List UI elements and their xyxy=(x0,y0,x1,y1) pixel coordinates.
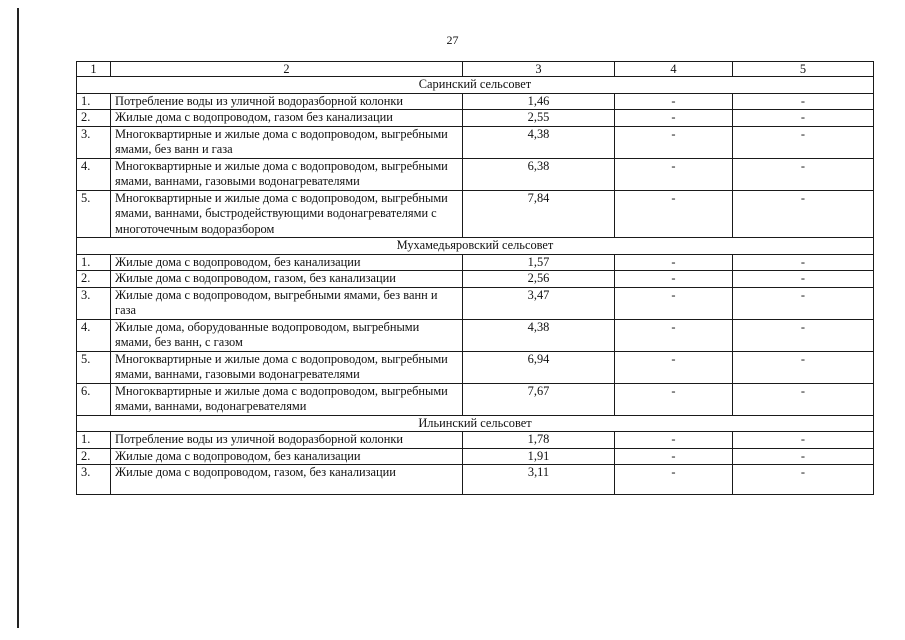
table-row xyxy=(77,448,874,465)
row-col5: - xyxy=(733,110,874,127)
row-number: 3. xyxy=(77,465,111,495)
row-col5: - xyxy=(733,287,874,319)
table-row xyxy=(77,190,874,238)
row-value: 4,38 xyxy=(463,126,615,158)
row-description: Жилые дома, оборудованные водопроводом, выгребными ямами, без ванн, с газом xyxy=(111,319,463,351)
row-col4: - xyxy=(615,287,733,319)
row-col5: - xyxy=(733,448,874,465)
column-header: 3 xyxy=(463,62,615,77)
row-value: 1,91 xyxy=(463,448,615,465)
row-value: 1,78 xyxy=(463,432,615,449)
table-row xyxy=(77,465,874,495)
row-description: Жилые дома с водопроводом, газом, без канализации xyxy=(111,465,463,495)
row-description: Многоквартирные и жилые дома с водопроводом, выгребными ямами, ваннами, газовыми водонагревателями xyxy=(111,351,463,383)
header-row xyxy=(77,62,874,77)
table-row xyxy=(77,383,874,415)
row-value: 6,38 xyxy=(463,158,615,190)
row-col4: - xyxy=(615,448,733,465)
row-value: 2,56 xyxy=(463,271,615,288)
row-col5: - xyxy=(733,465,874,495)
table-row xyxy=(77,93,874,110)
row-number: 3. xyxy=(77,287,111,319)
row-col5: - xyxy=(733,432,874,449)
row-col5: - xyxy=(733,351,874,383)
table-row xyxy=(77,287,874,319)
row-col4: - xyxy=(615,351,733,383)
row-value: 1,57 xyxy=(463,254,615,271)
row-number: 4. xyxy=(77,319,111,351)
column-header: 1 xyxy=(77,62,111,77)
row-number: 2. xyxy=(77,110,111,127)
section-title: Мухамедьяровский сельсовет xyxy=(77,238,874,255)
row-number: 2. xyxy=(77,448,111,465)
row-col4: - xyxy=(615,93,733,110)
row-col4: - xyxy=(615,110,733,127)
section-title: Саринский сельсовет xyxy=(77,77,874,94)
table-row xyxy=(77,110,874,127)
row-description: Жилые дома с водопроводом, выгребными ямами, без ванн и газа xyxy=(111,287,463,319)
row-description: Жилые дома с водопроводом, без канализации xyxy=(111,254,463,271)
section-title: Ильинский сельсовет xyxy=(77,415,874,432)
row-description: Жилые дома с водопроводом, газом без канализации xyxy=(111,110,463,127)
column-header: 4 xyxy=(615,62,733,77)
row-description: Многоквартирные и жилые дома с водопроводом, выгребными ямами, ваннами, водонагревателями xyxy=(111,383,463,415)
row-value: 3,47 xyxy=(463,287,615,319)
row-value: 2,55 xyxy=(463,110,615,127)
row-number: 5. xyxy=(77,190,111,238)
table-row xyxy=(77,158,874,190)
row-number: 3. xyxy=(77,126,111,158)
row-col4: - xyxy=(615,432,733,449)
section-row xyxy=(77,77,874,94)
row-number: 1. xyxy=(77,93,111,110)
section-row xyxy=(77,238,874,255)
row-col4: - xyxy=(615,126,733,158)
row-col5: - xyxy=(733,271,874,288)
row-value: 4,38 xyxy=(463,319,615,351)
row-description: Многоквартирные и жилые дома с водопроводом, выгребными ямами, ваннами, газовыми водонагревателями xyxy=(111,158,463,190)
table-row xyxy=(77,254,874,271)
row-col4: - xyxy=(615,271,733,288)
row-value: 7,84 xyxy=(463,190,615,238)
tariff-table xyxy=(76,61,874,495)
table-row xyxy=(77,432,874,449)
row-number: 4. xyxy=(77,158,111,190)
table-row xyxy=(77,319,874,351)
row-description: Жилые дома с водопроводом, газом, без канализации xyxy=(111,271,463,288)
row-value: 7,67 xyxy=(463,383,615,415)
row-number: 2. xyxy=(77,271,111,288)
column-header: 2 xyxy=(111,62,463,77)
row-description: Потребление воды из уличной водоразборной колонки xyxy=(111,93,463,110)
row-description: Жилые дома с водопроводом, без канализации xyxy=(111,448,463,465)
row-col5: - xyxy=(733,93,874,110)
row-number: 1. xyxy=(77,432,111,449)
row-value: 6,94 xyxy=(463,351,615,383)
row-col5: - xyxy=(733,190,874,238)
row-number: 1. xyxy=(77,254,111,271)
row-col5: - xyxy=(733,254,874,271)
row-col4: - xyxy=(615,254,733,271)
row-col5: - xyxy=(733,126,874,158)
row-col4: - xyxy=(615,465,733,495)
row-value: 3,11 xyxy=(463,465,615,495)
table-row xyxy=(77,351,874,383)
table-row xyxy=(77,126,874,158)
row-col5: - xyxy=(733,319,874,351)
section-row xyxy=(77,415,874,432)
row-col4: - xyxy=(615,158,733,190)
row-col4: - xyxy=(615,190,733,238)
row-description: Потребление воды из уличной водоразборной колонки xyxy=(111,432,463,449)
row-value: 1,46 xyxy=(463,93,615,110)
row-description: Многоквартирные и жилые дома с водопроводом, выгребными ямами, без ванн и газа xyxy=(111,126,463,158)
row-number: 5. xyxy=(77,351,111,383)
page-number: 27 xyxy=(446,33,459,47)
row-col5: - xyxy=(733,383,874,415)
binding-edge-line xyxy=(17,8,19,628)
table-row xyxy=(77,271,874,288)
row-number: 6. xyxy=(77,383,111,415)
row-description: Многоквартирные и жилые дома с водопроводом, выгребными ямами, ваннами, быстродействующими водонагревателями с многоточечным водоразбором xyxy=(111,190,463,238)
row-col5: - xyxy=(733,158,874,190)
column-header: 5 xyxy=(733,62,874,77)
row-col4: - xyxy=(615,383,733,415)
row-col4: - xyxy=(615,319,733,351)
